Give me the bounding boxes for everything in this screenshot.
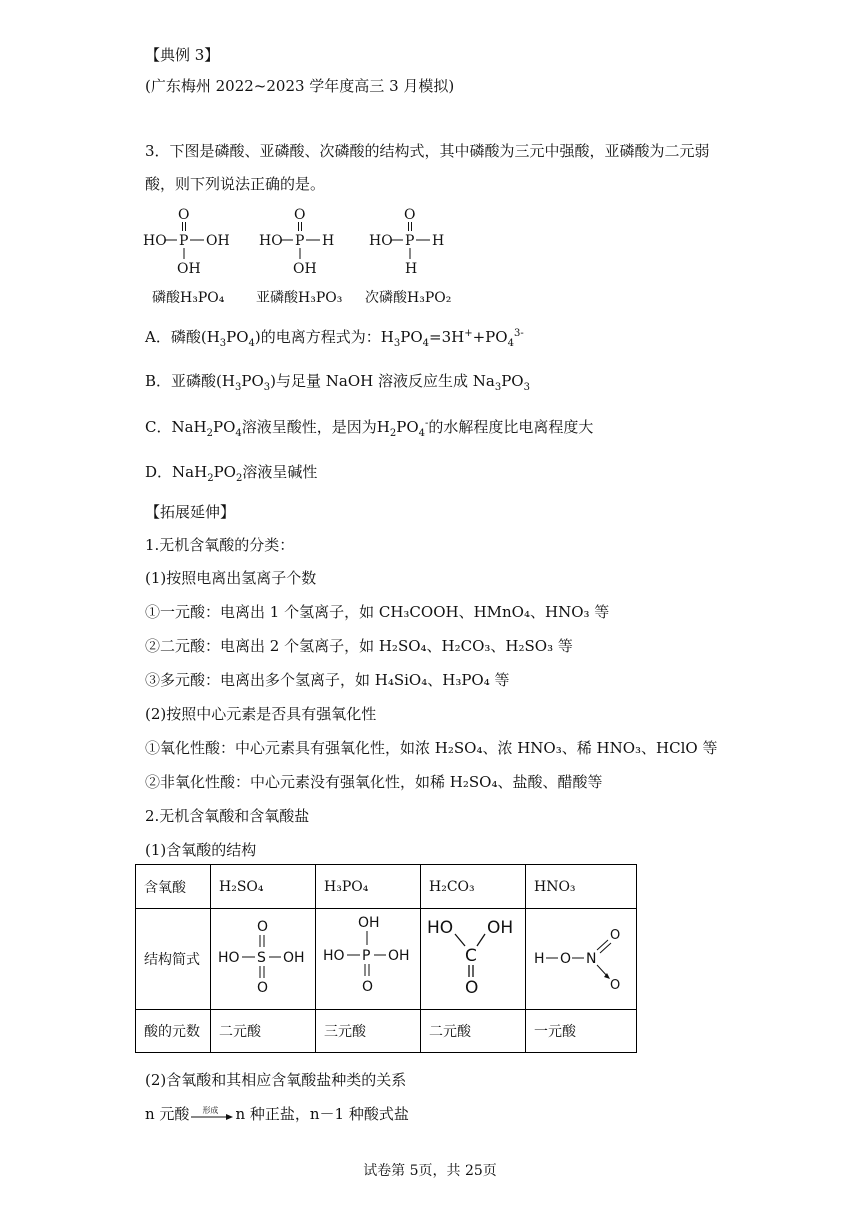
example-heading: 【典例 3】 xyxy=(145,46,220,64)
svg-text:OH: OH xyxy=(358,915,380,931)
option-c[interactable] xyxy=(145,417,593,437)
structure-h2co3 xyxy=(421,909,526,1010)
relation-arrow xyxy=(189,1104,235,1124)
svg-text:HO: HO xyxy=(427,918,454,938)
svg-text:P: P xyxy=(362,948,371,964)
option-c-formula: $NaH_2PO_4$ xyxy=(171,418,242,439)
svg-text:OH: OH xyxy=(388,948,410,964)
option-a[interactable] xyxy=(145,327,524,347)
option-a-middle: )的电离方程式为： xyxy=(254,328,381,346)
svg-text:HO: HO xyxy=(369,233,393,249)
svg-text:O: O xyxy=(610,928,621,943)
diprotic-acid-item: ②二元酸：电离出 2 个氢离子，如 H₂SO₄、H₂CO₃、H₂SO₃ 等 xyxy=(145,637,573,655)
acid-name-h3po4: H₃PO₄ xyxy=(316,865,421,909)
svg-text:HO: HO xyxy=(218,950,240,966)
basicity-h3po4: 三元酸 xyxy=(316,1010,421,1053)
caption-phosphoric-acid: 磷酸H₃PO₄ xyxy=(152,290,225,306)
phosphorous-acid-structure xyxy=(256,205,356,284)
option-b[interactable] xyxy=(145,371,530,391)
svg-text:H: H xyxy=(432,233,445,249)
svg-text:OH: OH xyxy=(177,261,201,277)
svg-text:O: O xyxy=(560,951,572,967)
option-d-formula: $NaH_2PO_2$ xyxy=(172,463,243,484)
svg-text:H: H xyxy=(405,261,418,277)
option-b-product: $Na_3PO_3$ xyxy=(472,372,530,393)
structure-h2so4 xyxy=(211,909,316,1010)
svg-text:O: O xyxy=(465,978,479,998)
svg-text:O: O xyxy=(362,979,374,995)
option-c-suffix: 的水解程度比电离程度大 xyxy=(428,418,594,436)
oxyacid-structure-table xyxy=(135,864,637,1053)
section-2-title: 2.无机含氧酸和含氧酸盐 xyxy=(145,807,310,825)
table-row xyxy=(136,865,637,909)
svg-text:O: O xyxy=(294,207,306,223)
extension-heading: 【拓展延伸】 xyxy=(145,503,236,521)
question-line-2: 酸，则下列说法正确的是。 xyxy=(145,175,326,193)
basicity-hno3: 一元酸 xyxy=(526,1010,637,1053)
svg-text:H: H xyxy=(322,233,335,249)
section-2-1-title: (1)含氧酸的结构 xyxy=(145,841,257,859)
acid-name-hno3: HNO₃ xyxy=(526,865,637,909)
option-a-formula: $H_3PO_4$ xyxy=(206,328,255,349)
svg-text:O: O xyxy=(610,978,621,993)
oxidizing-acid-item: ①氧化性酸：中心元素具有强氧化性，如浓 H₂SO₄、浓 HNO₃、稀 HNO₃、HClO 等 xyxy=(145,739,718,757)
svg-text:OH: OH xyxy=(283,950,305,966)
svg-text:P: P xyxy=(179,233,189,249)
option-c-ion: $H_2PO_4^-$ xyxy=(376,418,429,439)
row-label-acid: 含氧酸 xyxy=(136,865,211,909)
svg-text:HO: HO xyxy=(323,948,345,964)
svg-text:S: S xyxy=(257,950,266,966)
svg-text:HO: HO xyxy=(259,233,283,249)
section-1-1-title: (1)按照电离出氢离子个数 xyxy=(145,569,317,587)
phosphoric-acid-structure xyxy=(140,205,240,284)
relation-prefix: n 元酸 xyxy=(145,1105,190,1123)
relation-arrow-label: 形成 xyxy=(202,1106,219,1115)
acid-name-h2so4: H₂SO₄ xyxy=(211,865,316,909)
svg-text:OH: OH xyxy=(293,261,317,277)
question-line-1: 3．下图是磷酸、亚磷酸、次磷酸的结构式，其中磷酸为三元中强酸，亚磷酸为二元弱 xyxy=(145,142,710,160)
option-a-equation: $H_3PO_4=3H^++PO_4^{3-}$ xyxy=(380,328,524,349)
table-row xyxy=(136,909,637,1010)
option-d-suffix: 溶液呈碱性 xyxy=(242,463,318,481)
svg-text:P: P xyxy=(405,233,415,249)
option-b-formula: $H_3PO_3$ xyxy=(221,372,271,393)
option-b-middle: )与足量 NaOH 溶液反应生成 xyxy=(270,372,473,390)
structure-h3po4 xyxy=(316,909,421,1010)
svg-text:OH: OH xyxy=(487,918,514,938)
monoprotic-acid-item: ①一元酸：电离出 1 个氢离子，如 CH₃COOH、HMnO₄、HNO₃ 等 xyxy=(145,603,610,621)
row-label-structure: 结构简式 xyxy=(136,909,211,1010)
svg-text:O: O xyxy=(404,207,416,223)
polyprotic-acid-item: ③多元酸：电离出多个氢离子，如 H₄SiO₄、H₃PO₄ 等 xyxy=(145,671,510,689)
section-1-title: 1.无机含氧酸的分类： xyxy=(145,536,295,554)
non-oxidizing-acid-item: ②非氧化性酸：中心元素没有强氧化性，如稀 H₂SO₄、盐酸、醋酸等 xyxy=(145,773,603,791)
option-d[interactable] xyxy=(145,462,317,482)
row-label-basicity: 酸的元数 xyxy=(136,1010,211,1053)
svg-text:H: H xyxy=(534,951,545,967)
table-row xyxy=(136,1010,637,1053)
option-b-prefix: B．亚磷酸( xyxy=(145,372,222,390)
basicity-h2so4: 二元酸 xyxy=(211,1010,316,1053)
section-2-2-title: (2)含氧酸和其相应含氧酸盐种类的关系 xyxy=(145,1071,407,1089)
svg-text:C: C xyxy=(465,946,477,966)
acid-salt-relation xyxy=(145,1104,409,1124)
relation-suffix: n 种正盐，n－1 种酸式盐 xyxy=(235,1105,409,1123)
basicity-h2co3: 二元酸 xyxy=(421,1010,526,1053)
page-footer: 试卷第 5页，共 25页 xyxy=(363,1163,497,1179)
structure-hno3 xyxy=(526,909,637,1010)
option-c-middle: 溶液呈酸性，是因为 xyxy=(241,418,377,436)
acid-name-h2co3: H₂CO₃ xyxy=(421,865,526,909)
svg-text:O: O xyxy=(178,207,190,223)
svg-text:OH: OH xyxy=(206,233,230,249)
caption-hypophosphorous-acid: 次磷酸H₃PO₂ xyxy=(365,290,452,306)
option-a-prefix: A．磷酸( xyxy=(145,328,207,346)
svg-text:N: N xyxy=(586,951,597,967)
hypophosphorous-acid-structure xyxy=(366,205,466,284)
option-d-prefix: D． xyxy=(145,463,173,481)
example-source: (广东梅州 2022~2023 学年度高三 3 月模拟) xyxy=(145,77,455,95)
svg-text:P: P xyxy=(295,233,305,249)
svg-text:HO: HO xyxy=(143,233,167,249)
svg-text:O: O xyxy=(257,980,269,996)
section-1-2-title: (2)按照中心元素是否具有强氧化性 xyxy=(145,705,377,723)
caption-phosphorous-acid: 亚磷酸H₃PO₃ xyxy=(256,290,343,306)
svg-text:O: O xyxy=(257,919,269,935)
option-c-prefix: C． xyxy=(145,418,172,436)
